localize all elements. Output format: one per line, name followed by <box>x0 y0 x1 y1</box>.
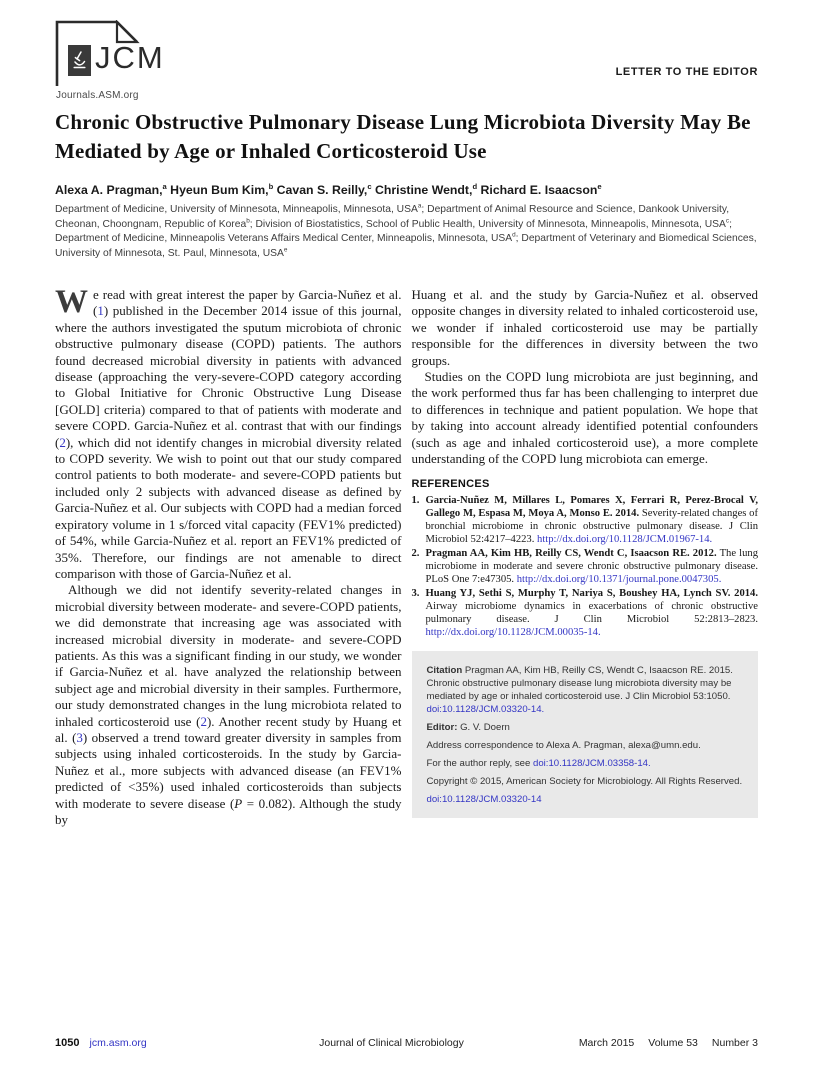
article-type-label: LETTER TO THE EDITOR <box>615 66 758 78</box>
footer-issue-info <box>528 1037 758 1049</box>
inline-link[interactable]: http://dx.doi.org/10.1371/journal.pone.0047305. <box>516 573 722 585</box>
text-segment: For the author reply, see <box>426 758 533 770</box>
text-segment: Pragman AA, Kim HB, Reilly CS, Wendt C, Isaacson RE. 2012. <box>425 548 717 560</box>
text-segment: ; Department of Medicine, Minneapolis Veterans Affairs Medical Center, Minneapolis, Minnesota, USA <box>55 218 732 245</box>
issue-date: March 2015 <box>578 1037 635 1049</box>
correspondence-line <box>427 739 744 752</box>
text-segment: Garcia-Nuñez M, Millares L, Pomares X, Ferrari R, Perez-Brocal V, Gallego M, Espasa M, Moya A, Monso E. 2014. <box>425 495 758 520</box>
text-segment: Huang et al. and the study by Garcia-Nuñez et al. observed opposite changes in diversity related to inhaled corticosteroid use, we wonder if inhaled corticosteroid use may be partially responsible for the differences in diversity between the two groups. <box>411 287 758 368</box>
text-segment: b <box>268 181 274 191</box>
paragraph-1 <box>55 284 402 582</box>
text-segment: Cavan S. Reilly, <box>273 183 368 197</box>
text-segment: The lung microbiome in moderate and severe chronic obstructive pulmonary disease. PLoS One 7:e47305. <box>425 548 758 585</box>
inline-link[interactable]: http://dx.doi.org/10.1128/JCM.01967-14. <box>537 534 713 546</box>
references-list <box>412 495 759 639</box>
reference-text <box>426 588 759 638</box>
text-segment: d <box>512 231 516 239</box>
footer-journal-name: Journal of Clinical Microbiology <box>319 1037 464 1049</box>
text-segment: ; Department of Animal Resource and Science, Dankook University, Cheonan, Choongnam, Republic of Korea <box>55 204 730 230</box>
inline-link[interactable]: doi:10.1128/JCM.03320-14. <box>426 704 545 716</box>
text-segment: a <box>162 181 167 191</box>
text-segment: Hyeun Bum Kim, <box>166 183 269 197</box>
reference-text <box>426 495 759 545</box>
doi-line <box>427 793 744 806</box>
text-segment: Pragman AA, Kim HB, Reilly CS, Wendt C, Isaacson RE. 2015. Chronic obstructive pulmonary disease lung microbiota diversity may be mediated by age or inhaled corticosteroid use. J Clin Microbiol 53:1050. <box>426 665 733 703</box>
text-segment: ) published in the December 2014 issue of this journal, where the authors investigated the sputum microbiota of chronic obstructive pulmonary disease (COPD) patients. The authors found decreased microbial diversity in patients with advanced disease (approaching the very-severe-COPD category according to Global Initiative for Chronic Obstructive Lung Disease [GOLD] criteria) compared to that of patients with moderate and severe COPD. Garcia-Nuñez et al. contrast that with our findings ( <box>55 303 402 450</box>
author-reply-line <box>427 757 744 770</box>
text-segment: e read with great interest the paper by Garcia-Nuñez et al. ( <box>93 287 402 319</box>
text-segment: ). Another recent study by Huang et al. ( <box>55 713 402 745</box>
article-title: Chronic Obstructive Pulmonary Disease Lung Microbiota Diversity May Be Mediated by Age or Inhaled Corticosteroid Use <box>55 110 751 163</box>
text-segment: Severity-related changes of bronchial microbiome in chronic obstructive pulmonary disease. J Clin Microbiol 52:4217–4223. <box>425 508 758 546</box>
reference-number: 1. <box>411 495 420 507</box>
editor-line <box>427 721 744 734</box>
paragraph-1-text <box>55 284 402 581</box>
microscope-icon <box>68 45 91 76</box>
text-segment: ), which did not identify changes in microbial diversity related to COPD severity. We wish to point out that our study compared control patients to both moderate- and severe-COPD patients but included only 2 subjects with advanced disease as defined by Garcia-Nuñez et al. Our subjects with COPD had a median forced expiratory volume in 1 s/forced vital capacity (FEV1% predicted) of 54%, while Garcia-Nuñez et al. report an FEV1% predicted of 35%. Therefore, our findings are not amenable to direct comparison with those of Garcia-Nuñez et al. <box>55 434 402 581</box>
text-segment: Studies on the COPD lung microbiota are just beginning, and the work performed thus far has been challenging to interpret due to differences in technique and patient population. We hope that by taking into account already identified potential confounders (such as age and inhaled corticosteroid use), a more complete understanding of the COPD lung microbiota can emerge. <box>411 369 758 467</box>
inline-link[interactable]: doi:10.1128/JCM.03358-14. <box>532 758 651 770</box>
text-segment: ; Department of Veterinary and Biomedical Sciences, University of Minnesota, St. Paul, Minnesota, USA <box>55 233 757 259</box>
text-segment: b <box>246 217 250 225</box>
reference-item <box>412 548 759 587</box>
text-segment: c <box>725 217 730 225</box>
inline-link[interactable]: 2 <box>59 434 66 450</box>
text-segment: a <box>417 202 422 210</box>
text-segment: Huang YJ, Sethi S, Murphy T, Nariya S, Boushey HA, Lynch SV. 2014. <box>425 587 758 599</box>
text-segment: Airway microbiome dynamics in exacerbations of chronic obstructive pulmonary disease. J Clin Microbiol 52:2813–2823. <box>425 600 758 625</box>
reference-item <box>412 495 759 547</box>
text-segment: Department of Medicine, University of Minnesota, Minneapolis, Minnesota, USA <box>55 204 418 215</box>
text-segment: Alexa A. Pragman, <box>55 183 163 197</box>
text-segment: Although we did not identify severity-related changes in microbial diversity between moderate- and severe-COPD patients, we did demonstrate that increasing age was associated with increased microbial diversity in moderate- and severe-COPD patients. As this was a significant finding in our study, we wonder if Garcia-Nuñez et al. have analyzed the relationship between subject age and microbial diversity in their samples. Furthermore, our study demonstrated changes in the lung microbiota related to inhaled corticosteroid use ( <box>55 582 402 729</box>
journal-logo <box>55 20 215 104</box>
paragraph-2-left <box>55 582 402 828</box>
citation-box <box>412 651 759 818</box>
body-column-right <box>412 287 759 828</box>
text-segment: Copyright © 2015, American Society for Microbiology. All Rights Reserved. <box>426 776 743 788</box>
text-segment: Editor: <box>426 722 458 734</box>
paragraph-3 <box>412 369 759 467</box>
reference-item <box>412 588 759 640</box>
text-segment: c <box>367 181 372 191</box>
reference-number: 3. <box>411 587 420 599</box>
text-segment: d <box>472 181 478 191</box>
page-number: 1050 <box>55 1037 80 1049</box>
authors-line <box>55 183 760 197</box>
body-column-left <box>55 284 402 828</box>
citation-line <box>427 664 744 716</box>
text-segment: ; Division of Biostatistics, School of Public Health, University of Minnesota, Minneapolis, Minnesota, USA <box>249 218 726 230</box>
inline-link[interactable]: 3 <box>76 729 83 745</box>
text-segment: G. V. Doern <box>457 722 510 734</box>
text-segment: P <box>234 795 243 811</box>
inline-link[interactable]: 2 <box>200 713 207 729</box>
references-heading: REFERENCES <box>411 478 490 491</box>
text-segment: Richard E. Isaacson <box>477 183 598 197</box>
issue-number: Number 3 <box>711 1037 758 1049</box>
affiliations <box>55 203 760 261</box>
footer-left <box>55 1037 255 1049</box>
copyright-line <box>427 775 744 788</box>
inline-link[interactable]: 1 <box>97 303 104 319</box>
journal-site-link[interactable]: jcm.asm.org <box>89 1037 147 1049</box>
issue-volume: Volume 53 <box>648 1037 698 1049</box>
text-segment: Citation <box>426 665 463 677</box>
journal-acronym: JCM <box>95 40 165 75</box>
page-footer <box>55 1037 758 1049</box>
drop-cap: W <box>55 284 88 320</box>
text-segment: Address correspondence to Alexa A. Pragman, alexa@umn.edu. <box>426 740 701 752</box>
text-segment: = 0.082). Although the study by <box>55 795 402 827</box>
text-segment: e <box>283 246 288 254</box>
journal-tagline: Journals.ASM.org <box>56 90 139 101</box>
reference-text <box>426 548 759 585</box>
body-columns <box>55 284 758 828</box>
text-segment: e <box>597 181 602 191</box>
text-segment: ) observed a trend toward greater diversity in samples from subjects using inhaled corticosteroids. In the study by Garcia-Nuñez et al., more subjects with advanced disease (an FEV1% predicted of <35%) used inhaled corticosteroids than subjects with moderate to severe disease ( <box>55 729 402 811</box>
text-segment: Christine Wendt, <box>371 183 473 197</box>
inline-link[interactable]: doi:10.1128/JCM.03320-14 <box>426 794 542 806</box>
reference-number: 2. <box>411 548 420 560</box>
inline-link[interactable]: http://dx.doi.org/10.1128/JCM.00035-14. <box>425 626 601 638</box>
paragraph-2-right <box>412 287 759 369</box>
